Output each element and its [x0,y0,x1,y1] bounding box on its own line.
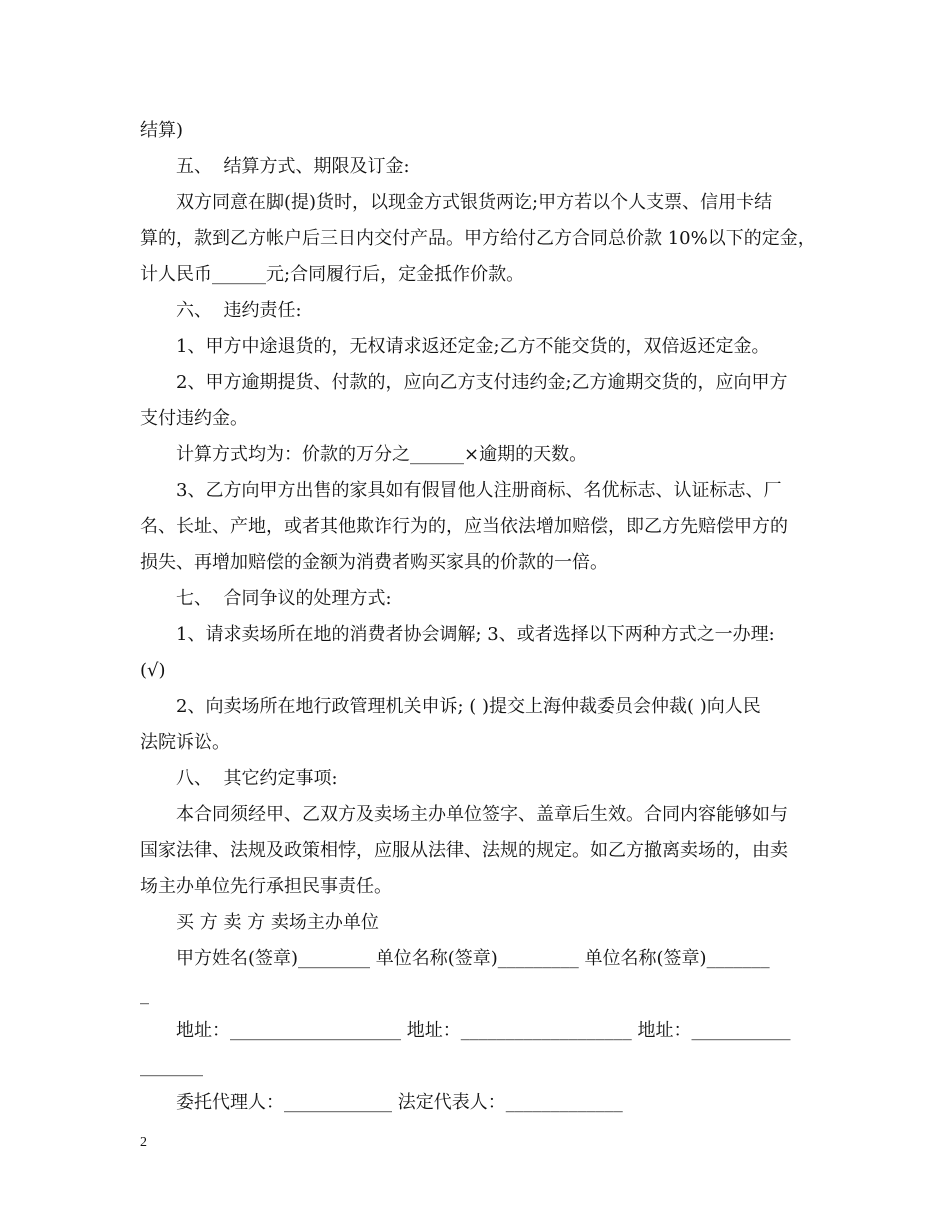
text-line: (√) [140,660,166,681]
text-line: 3、乙方向甲方出售的家具如有假冒他人注册商标、名优标志、认证标志、厂 [176,480,782,501]
text-line: 结算) [140,120,184,141]
text-line: 本合同须经甲、乙双方及卖场主办单位签字、盖章后生效。合同内容能够如与 [176,804,788,825]
text-line: 国家法律、法规及政策相悖，应服从法律、法规的规定。如乙方撤离卖场的，由卖 [140,840,788,861]
text-line: 损失、再增加赔偿的金额为消费者购买家具的价款的一倍。 [140,552,608,573]
text-line: 名、长址、产地，或者其他欺诈行为的，应当依法增加赔偿，即乙方先赔偿甲方的 [140,516,788,537]
text-line: 算的，款到乙方帐户后三日内交付产品。甲方给付乙方合同总价款 10%以下的定金， [140,228,816,249]
signature-fields-line: 甲方姓名(签章)________ 单位名称(签章)_________ 单位名称(签章)_______ [176,948,770,969]
text-line: 1、甲方中途退货的，无权请求返还定金;乙方不能交货的，双倍返还定金。 [176,336,770,357]
text-line: 1、请求卖场所在地的消费者协会调解; 3、或者选择以下两种方式之一办理: [176,624,775,645]
signature-parties-line: 买 方 卖 方 卖场主办单位 [176,912,379,933]
section-heading-6: 六、 违约责任: [176,300,302,321]
text-line: 计算方式均为：价款的万分之______×逾期的天数。 [176,444,588,465]
text-line: _______ [140,1056,203,1077]
section-heading-8: 八、 其它约定事项: [176,768,338,789]
section-heading-5: 五、 结算方式、期限及订金: [176,156,410,177]
contract-text [140,113,820,1121]
text-line: 场主办单位先行承担民事责任。 [140,876,392,897]
text-line: 支付违约金。 [140,408,248,429]
text-line: 法院诉讼。 [140,732,230,753]
section-heading-7: 七、 合同争议的处理方式: [176,588,392,609]
page-number: 2 [140,1135,147,1150]
text-line: 2、向卖场所在地行政管理机关申诉; ( )提交上海仲裁委员会仲裁( )向人民 [176,696,761,717]
address-fields-line: 地址：___________________ 地址：___________________ 地址：___________ [176,1020,791,1041]
representative-fields-line: 委托代理人：____________ 法定代表人：_____________ [176,1092,623,1113]
text-line: 2、甲方逾期提货、付款的，应向乙方支付违约金;乙方逾期交货的，应向甲方 [176,372,788,393]
text-line: 双方同意在脚(提)货时，以现金方式银货两讫;甲方若以个人支票、信用卡结 [176,192,773,213]
text-line: 计人民币______元;合同履行后，定金抵作价款。 [140,264,525,285]
text-line: _ [140,984,149,1005]
